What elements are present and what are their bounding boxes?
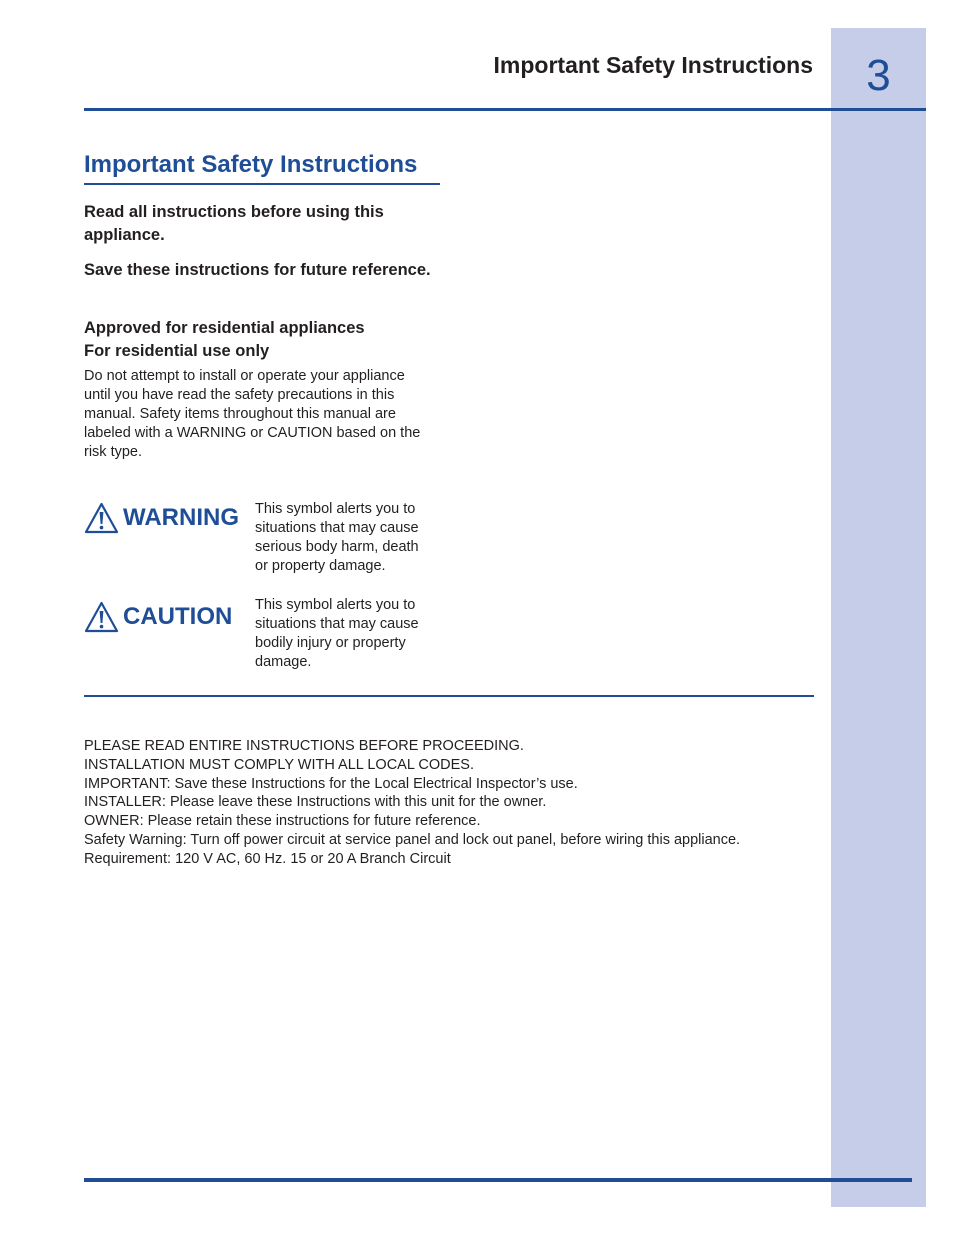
header-title: Important Safety Instructions — [493, 52, 813, 78]
section-title: Important Safety Instructions — [84, 151, 418, 178]
read-instructions-text: Read all instructions before using this appliance. — [84, 203, 384, 244]
note-line: Safety Warning: Turn off power circuit at service panel and lock out panel, before wiring this appliance. — [84, 831, 741, 848]
page-number: 3 — [866, 51, 891, 100]
residential-approval-text — [84, 317, 444, 363]
section-divider — [84, 695, 814, 697]
warning-triangle-icon — [84, 601, 119, 633]
safety-intro-text: Do not attempt to install or operate your appliance until you have read the safety precautions in this manual. Safety items throughout this manual are labeled with a WARNING or CAUTION based on the risk type. — [84, 368, 421, 460]
note-line: INSTALLER: Please leave these Instructions with this unit for the owner. — [84, 794, 547, 811]
warning-description: This symbol alerts you to situations that may cause serious body harm, death or property damage. — [255, 501, 419, 574]
warning-triangle-icon — [84, 502, 119, 534]
header-rule — [84, 108, 926, 111]
side-band — [831, 28, 926, 1207]
section-rule — [84, 183, 440, 185]
save-instructions-text: Save these instructions for future reference. — [84, 261, 431, 279]
installation-notes — [84, 737, 814, 869]
note-line: PLEASE READ ENTIRE INSTRUCTIONS BEFORE PROCEEDING. — [84, 738, 524, 754]
note-line: Requirement: 120 V AC, 60 Hz. 15 or 20 A Branch Circuit — [84, 850, 451, 867]
note-line: INSTALLATION MUST COMPLY WITH ALL LOCAL CODES. — [84, 756, 474, 773]
warning-label: WARNING — [123, 504, 239, 531]
residential-approval-line: Approved for residential appliances — [84, 319, 365, 337]
residential-use-line: For residential use only — [84, 342, 270, 360]
note-line: IMPORTANT: Save these Instructions for the Local Electrical Inspector’s use. — [84, 775, 578, 792]
footer-rule — [84, 1178, 912, 1182]
note-line: OWNER: Please retain these instructions for future reference. — [84, 813, 481, 830]
caution-symbol-row — [84, 596, 444, 676]
caution-label: CAUTION — [123, 603, 233, 630]
warning-symbol-row — [84, 500, 444, 580]
caution-description: This symbol alerts you to situations that may cause bodily injury or property damage. — [255, 597, 419, 670]
